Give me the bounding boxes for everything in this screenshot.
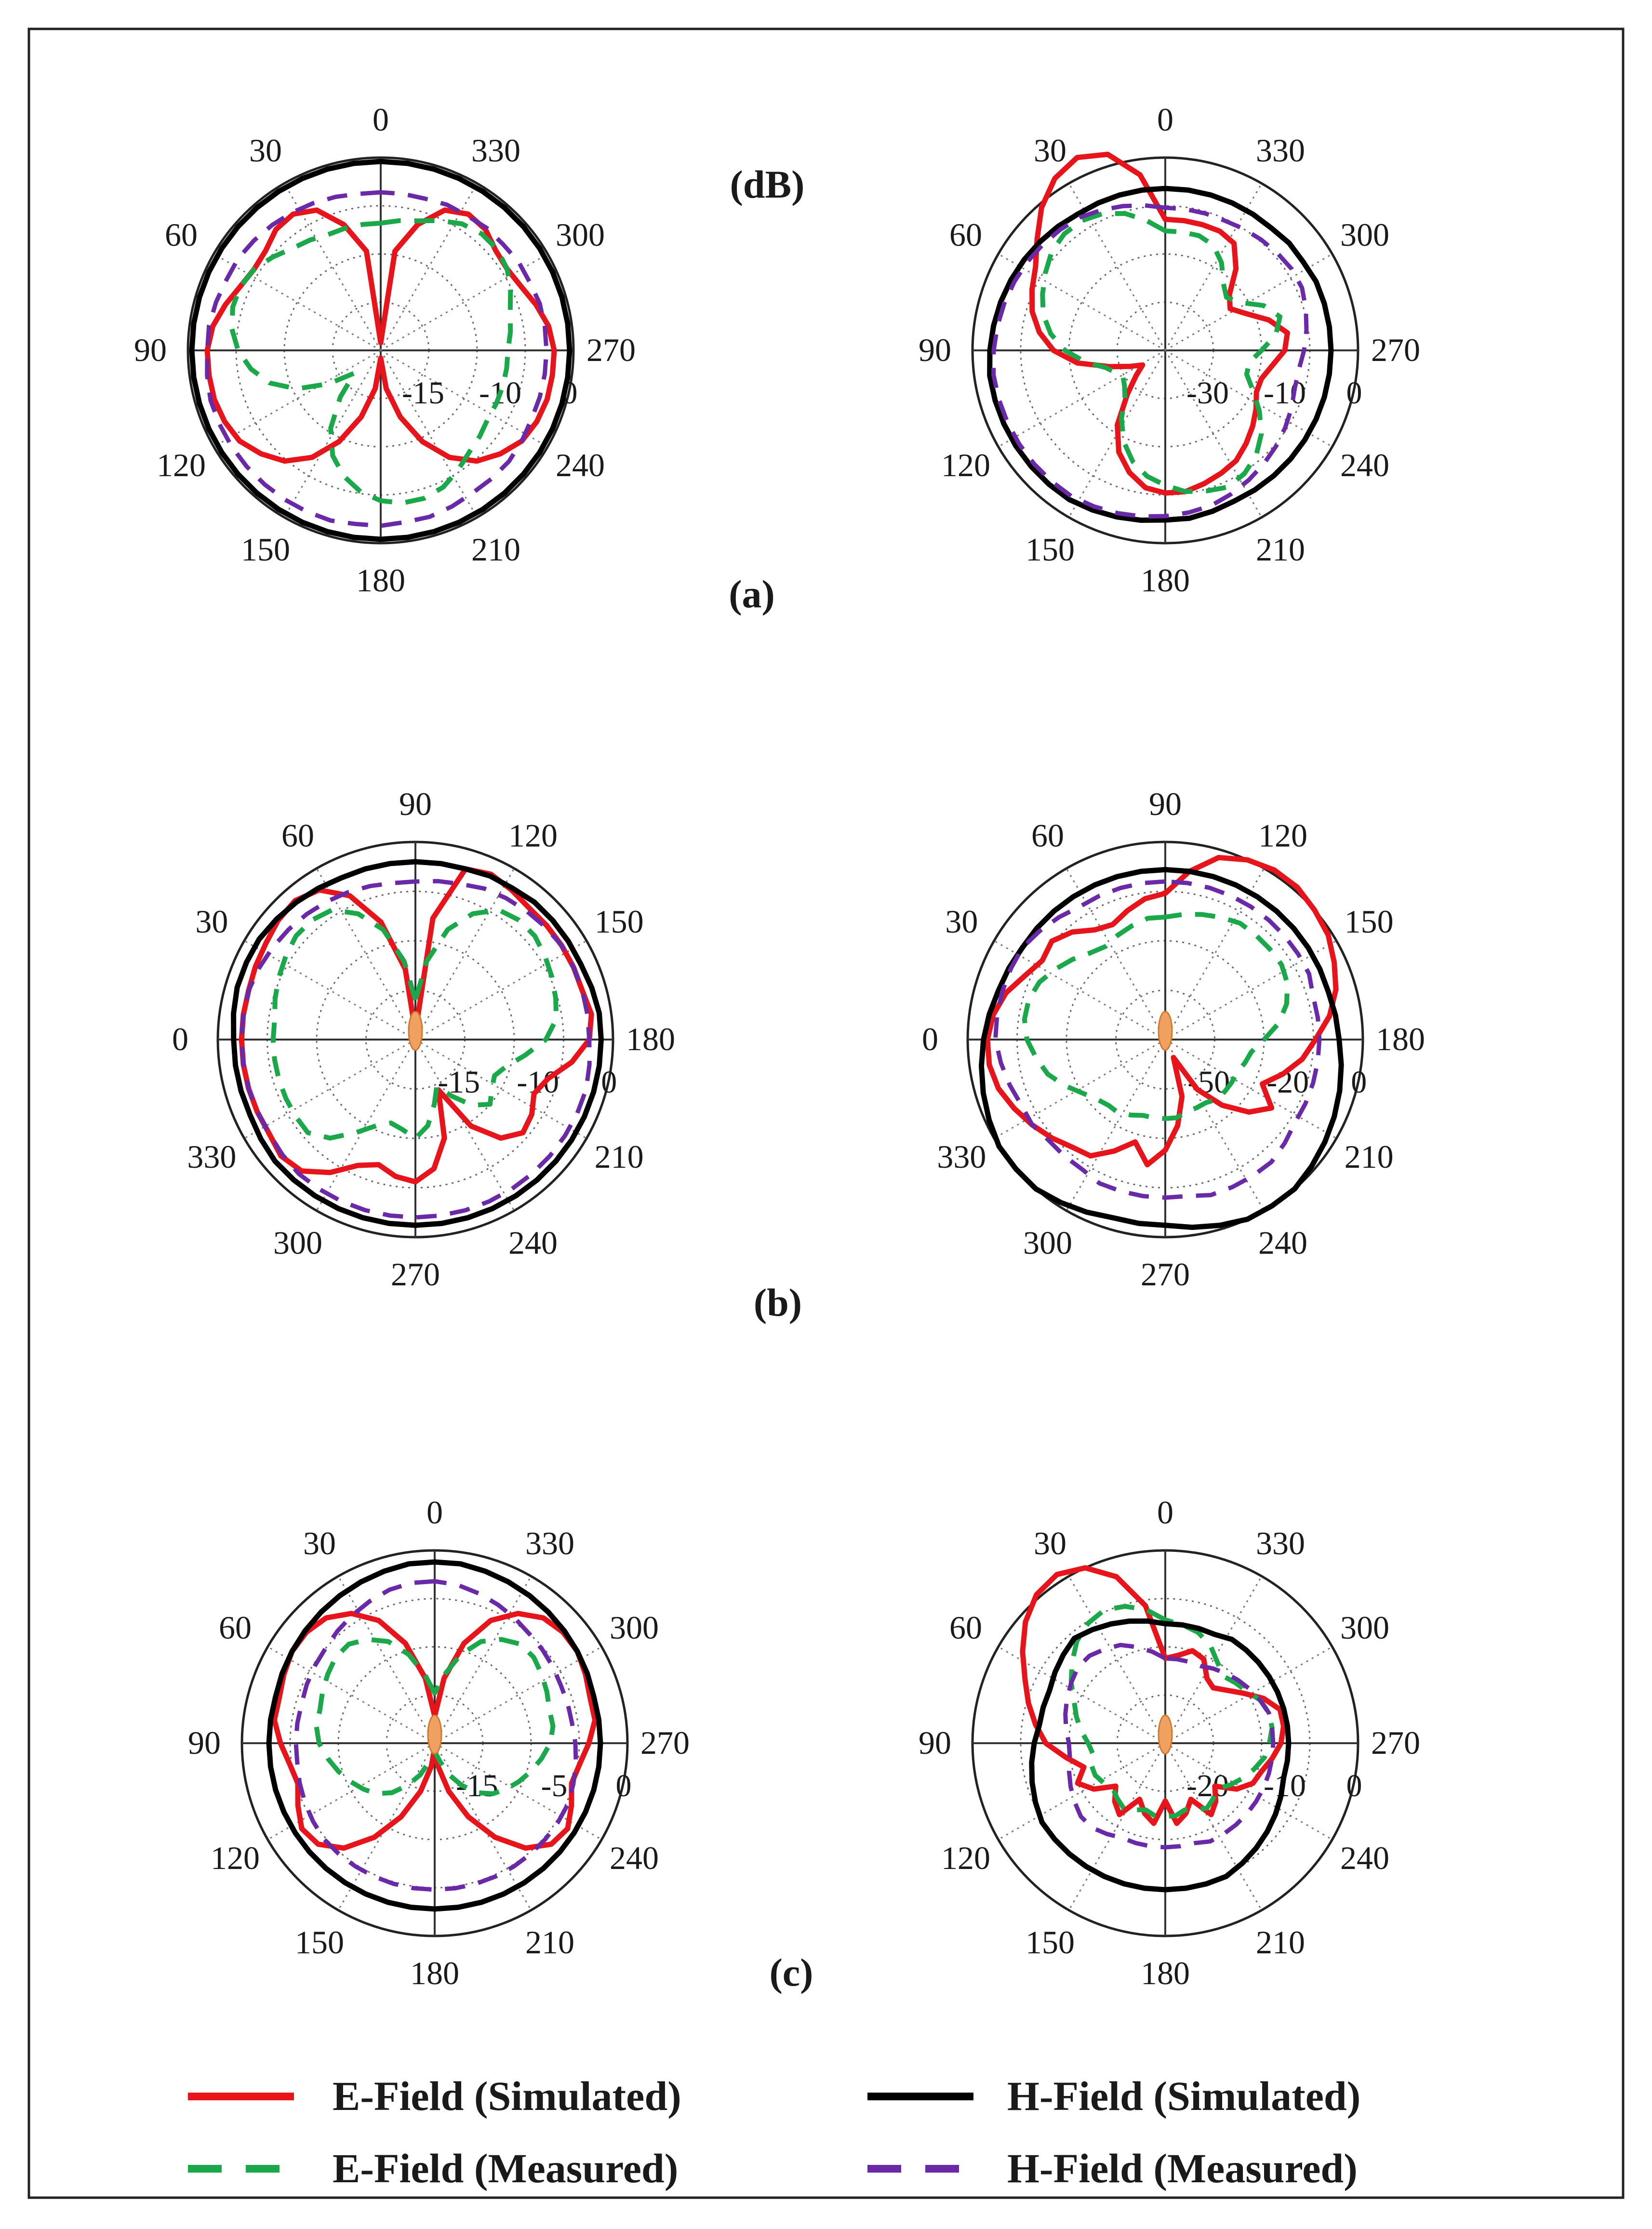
radial-tick-label: -20 <box>1186 1768 1229 1803</box>
angle-tick-label: 60 <box>949 1609 983 1646</box>
angle-tick-label: 240 <box>1340 1840 1389 1876</box>
angle-tick-label: 150 <box>1026 1923 1075 1961</box>
radial-tick-label: -10 <box>517 1065 560 1100</box>
angle-tick-label: 30 <box>1034 1525 1066 1562</box>
angle-tick-label: 60 <box>281 817 314 854</box>
angle-tick-label: 90 <box>188 1724 221 1761</box>
radial-tick-label: -5 <box>541 1768 568 1803</box>
angle-tick-label: 150 <box>295 1923 344 1961</box>
radial-tick-label: 0 <box>1346 1768 1362 1803</box>
radial-tick-label: 0 <box>561 375 578 411</box>
unit-label: (dB) <box>730 162 805 206</box>
radial-tick-label: -30 <box>1186 375 1229 411</box>
antenna-marker <box>428 1715 441 1754</box>
angle-tick-label: 180 <box>356 562 405 599</box>
angle-tick-label: 150 <box>1026 531 1075 568</box>
angle-tick-label: 330 <box>525 1525 574 1562</box>
angle-tick-label: 90 <box>919 332 951 368</box>
panel-label-c: (c) <box>769 1950 813 1994</box>
angle-tick-label: 330 <box>1256 1525 1305 1562</box>
angle-tick-label: 180 <box>410 1955 459 1991</box>
legend-label-e-sim: E-Field (Simulated) <box>333 2073 681 2119</box>
angle-tick-label: 60 <box>165 216 198 253</box>
angle-tick-label: 300 <box>555 216 605 253</box>
angle-tick-label: 120 <box>941 447 991 483</box>
angle-tick-label: 240 <box>508 1224 558 1261</box>
angle-tick-label: 60 <box>219 1609 252 1646</box>
angle-tick-label: 240 <box>555 447 605 483</box>
angle-tick-label: 0 <box>172 1021 188 1057</box>
legend-label-e-meas: E-Field (Measured) <box>333 2145 679 2191</box>
angle-tick-label: 60 <box>949 216 983 253</box>
antenna-marker <box>1159 1012 1172 1050</box>
radial-tick-label: -10 <box>1264 375 1306 411</box>
angle-tick-label: 30 <box>195 903 228 940</box>
angle-tick-label: 210 <box>525 1923 574 1961</box>
angle-tick-label: 0 <box>373 101 389 138</box>
angle-tick-label: 150 <box>241 531 290 568</box>
angle-tick-label: 210 <box>1344 1138 1394 1175</box>
angle-tick-label: 300 <box>1340 1609 1389 1646</box>
antenna-marker <box>1159 1715 1172 1754</box>
angle-tick-label: 210 <box>471 531 520 568</box>
radial-tick-label: -15 <box>402 375 444 411</box>
angle-tick-label: 0 <box>922 1021 938 1057</box>
angle-tick-label: 270 <box>391 1256 440 1293</box>
angle-tick-label: 120 <box>1258 817 1307 854</box>
angle-tick-label: 210 <box>1256 1923 1305 1961</box>
angle-tick-label: 90 <box>399 786 432 822</box>
radial-tick-label: -20 <box>1266 1065 1309 1100</box>
angle-tick-label: 0 <box>426 1494 443 1531</box>
angle-tick-label: 30 <box>945 903 978 940</box>
angle-tick-label: 270 <box>1141 1256 1190 1293</box>
antenna-marker <box>409 1012 422 1050</box>
panel-label-b: (b) <box>753 1281 802 1324</box>
angle-tick-label: 270 <box>1371 332 1420 368</box>
angle-tick-label: 270 <box>586 332 636 368</box>
angle-tick-label: 90 <box>919 1724 951 1761</box>
angle-tick-label: 30 <box>1034 132 1066 169</box>
panel-label-a: (a) <box>729 572 775 616</box>
angle-tick-label: 270 <box>1371 1724 1420 1761</box>
angle-tick-label: 300 <box>609 1609 659 1646</box>
angle-tick-label: 330 <box>471 132 520 169</box>
radial-tick-label: 0 <box>601 1065 617 1100</box>
radial-tick-label: -15 <box>438 1065 480 1100</box>
angle-tick-label: 150 <box>1344 903 1394 940</box>
angle-tick-label: 120 <box>508 817 558 854</box>
radial-tick-label: 0 <box>1346 375 1362 411</box>
angle-tick-label: 270 <box>640 1724 690 1761</box>
angle-tick-label: 180 <box>1376 1021 1425 1057</box>
angle-tick-label: 180 <box>626 1021 675 1057</box>
angle-tick-label: 30 <box>303 1525 336 1562</box>
legend-label-h-meas: H-Field (Measured) <box>1007 2145 1358 2191</box>
angle-tick-label: 300 <box>273 1224 322 1261</box>
angle-tick-label: 240 <box>1340 447 1389 483</box>
angle-tick-label: 300 <box>1340 216 1389 253</box>
radial-tick-label: -15 <box>456 1768 498 1803</box>
radial-tick-label: 0 <box>1351 1065 1367 1100</box>
angle-tick-label: 300 <box>1023 1224 1072 1261</box>
angle-tick-label: 210 <box>594 1138 644 1175</box>
angle-tick-label: 30 <box>249 132 282 169</box>
angle-tick-label: 330 <box>187 1138 237 1175</box>
angle-tick-label: 240 <box>609 1840 659 1876</box>
angle-tick-label: 90 <box>134 332 167 368</box>
angle-tick-label: 240 <box>1258 1224 1307 1261</box>
angle-tick-label: 120 <box>941 1840 991 1876</box>
angle-tick-label: 330 <box>937 1138 986 1175</box>
angle-tick-label: 0 <box>1157 1494 1173 1531</box>
angle-tick-label: 0 <box>1157 101 1173 138</box>
radial-tick-label: 0 <box>615 1768 632 1803</box>
angle-tick-label: 180 <box>1141 1955 1190 1991</box>
angle-tick-label: 60 <box>1031 817 1064 854</box>
radial-tick-label: -10 <box>1264 1768 1306 1803</box>
angle-tick-label: 210 <box>1256 531 1305 568</box>
angle-tick-label: 180 <box>1141 562 1190 599</box>
angle-tick-label: 90 <box>1149 786 1182 822</box>
radial-tick-label: -10 <box>479 375 521 411</box>
angle-tick-label: 330 <box>1256 132 1305 169</box>
angle-tick-label: 120 <box>211 1840 260 1876</box>
angle-tick-label: 150 <box>594 903 644 940</box>
legend-label-h-sim: H-Field (Simulated) <box>1007 2073 1361 2119</box>
radial-tick-label: -50 <box>1187 1065 1230 1100</box>
angle-tick-label: 120 <box>157 447 206 483</box>
